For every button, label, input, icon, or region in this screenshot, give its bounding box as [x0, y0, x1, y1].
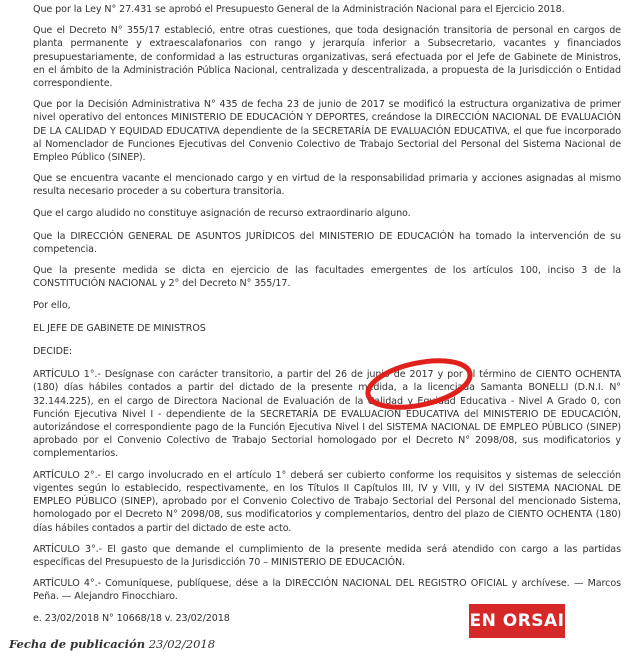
en-orsai-badge: EN ORSAI: [469, 604, 565, 638]
paragraph-decision-435: Que por la Decisión Administrativa N° 435 de fecha 23 de junio de 2017 se modificó la estructura organizativa de primer nivel operativo del entonces MINISTERIO DE EDUCACIÓN Y DEPORTES, creándose la DIRECCIÓN NACIONAL DE EVALUACIÓN DE LA CALIDAD Y EQUIDAD EDUCATIVA dependiente de la SECRETARÍA DE EVALUACIÓN EDUCATIVA, el que fue incorporado al Nomenclador de Funciones Ejecutivas del Convenio Colectivo de Trabajo Sectorial del Personal del Sistema Nacional de Empleo Público (SINEP).: [33, 99, 621, 164]
publication-date-label: Fecha de publicación: [9, 637, 146, 651]
article-1: ARTÍCULO 1°.- Desígnase con carácter transitorio, a partir del 26 de junio de 2017 y por el término de CIENTO OCHENTA (180) días hábiles contados a partir del dictado de la presente medida, a la licenciada Samanta BONELLI (D.N.I. N° 32.144.225), en el cargo de Directora Nacional de Evaluación de la Calidad y Equidad Educativa - Nivel A Grado 0, con Función Ejecutiva Nivel I - dependiente de la SECRETARÍA DE EVALUACIÓN EDUCATIVA del MINISTERIO DE EDUCACIÓN, autorizándose el correspondiente pago de la Función Ejecutiva Nivel I del SISTEMA NACIONAL DE EMPLEO PÚBLICO (SINEP) aprobado por el Convenio Colectivo de Trabajo Sectorial homologado por el Decreto N° 2098/08, sus modificatorios y complementarios.: [33, 369, 621, 460]
article-2: ARTÍCULO 2°.- El cargo involucrado en el artículo 1° deberá ser cubierto conforme los requisitos y sistemas de selección vigentes según lo establecido, respectivamente, en los Títulos II Capítulos III, IV y VIII, y IV del SISTEMA NACIONAL DE EMPLEO PÚBLICO (SINEP), aprobado por el Convenio Colectivo de Trabajo Sectorial del Personal del mencionado Sistema, homologado por el Decreto N° 2098/08, sus modificatorios y complementarios, dentro del plazo de CIENTO OCHENTA (180) días hábiles contados a partir del dictado de este acto.: [33, 469, 621, 534]
paragraph-vacante: Que se encuentra vacante el mencionado cargo y en virtud de la responsabilidad primaria y acciones asignadas al mismo resulta necesario proceder a su cobertura transitoria.: [33, 173, 621, 198]
paragraph-recurso: Que el cargo aludido no constituye asignación de recurso extraordinario alguno.: [33, 207, 411, 219]
publication-date-value: 23/02/2018: [148, 637, 216, 651]
publication-date: [9, 637, 215, 651]
publication-reference: e. 23/02/2018 N° 10668/18 v. 23/02/2018: [33, 612, 230, 624]
article-3: ARTÍCULO 3°.- El gasto que demande el cumplimiento de la presente medida será atendido con cargo a las partidas específicas del Presupuesto de la Jurisdicción 70 – MINISTERIO DE EDUCACIÓN.: [33, 543, 621, 568]
article-4: ARTÍCULO 4°.- Comuníquese, publíquese, dése a la DIRECCIÓN NACIONAL DEL REGISTRO OFICIAL y archívese. — Marcos Peña. — Alejandro Finocchiaro.: [33, 578, 621, 603]
paragraph-jefe-gabinete: EL JEFE DE GABINETE DE MINISTROS: [33, 322, 206, 334]
paragraph-asuntos-juridicos: Que la DIRECCIÓN GENERAL DE ASUNTOS JURÍDICOS del MINISTERIO DE EDUCACIÓN ha tomado la intervención de su competencia.: [33, 230, 621, 256]
document-body: [33, 3, 621, 633]
paragraph-ley: Que por la Ley N° 27.431 se aprobó el Presupuesto General de la Administración Nacional para el Ejercicio 2018.: [33, 4, 565, 15]
paragraph-decide: DECIDE:: [33, 346, 72, 358]
paragraph-por-ello: Por ello,: [33, 299, 71, 311]
paragraph-decreto-355: Que el Decreto N° 355/17 estableció, entre otras cuestiones, que toda designación transitoria de personal en cargos de planta permanente y extraescalafonarios con rango y jerarquía inferior a Subsecretario, vacantes y financiados presupuestariamente, de conformidad a las estructuras organizativas, será efectuada por el Jefe de Gabinete de Ministros, en el ámbito de la Administración Pública Nacional, centralizada y descentralizada, a propuesta de la Jurisdicción o Entidad correspondiente.: [33, 25, 621, 90]
paragraph-facultades: Que la presente medida se dicta en ejercicio de las facultades emergentes de los artículos 100, inciso 3 de la CONSTITUCIÓN NACIONAL y 2° del Decreto N° 355/17.: [33, 265, 621, 290]
